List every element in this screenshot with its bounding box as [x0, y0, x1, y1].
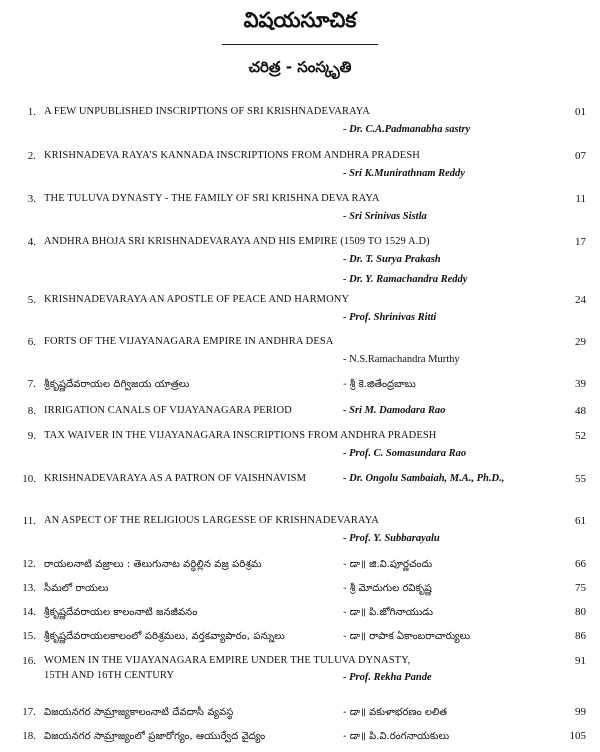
- entry-title: రాయలనాటి వజ్రాలు : తెలుగునాట వర్ధిల్లిన వజ్ర పరిశ్రమ: [44, 559, 262, 570]
- entry-author: - Prof. Y. Subbarayalu: [343, 533, 440, 544]
- entry-author: - శ్రీ మోదుగుల రవికృష్ణ: [343, 583, 432, 594]
- entry-page: 99: [575, 706, 586, 718]
- entry-author: - Dr. C.A.Padmanabha sastry: [343, 124, 471, 135]
- entry-page: 24: [575, 294, 586, 306]
- entry-author: - Sri Srinivas Sistla: [343, 211, 427, 222]
- entry-title: KRISHNADEVARAYA AN APOSTLE OF PEACE AND HARMONY: [44, 294, 350, 305]
- entry-number: 5.: [27, 294, 36, 306]
- entry-title-line2: 15TH AND 16TH CENTURY: [44, 670, 175, 681]
- entry-author: - Prof. Rekha Pande: [343, 672, 432, 683]
- entry-author: - N.S.Ramachandra Murthy: [343, 354, 460, 365]
- entry-number: 18.: [22, 730, 36, 742]
- entry-author: - శ్రీ కె.జితేంద్రబాబు: [343, 379, 416, 390]
- entry-page: 75: [575, 582, 586, 594]
- entry-author: - డా॥ రాపాక ఏకాంబరాచార్యులు: [343, 631, 471, 642]
- entry-number: 10.: [22, 473, 36, 485]
- entry-page: 52: [575, 430, 586, 442]
- entry-author: - డా॥ వకుళాభరణం లలిత: [343, 707, 448, 718]
- entry-title: AN ASPECT OF THE RELIGIOUS LARGESSE OF KRISHNADEVARAYA: [44, 515, 379, 526]
- entry-author: - డా॥ పి.వి.రంగనాయకులు: [343, 731, 450, 742]
- entry-number: 1.: [27, 106, 36, 118]
- entry-page: 39: [575, 378, 586, 390]
- entry-title: శ్రీకృష్ణదేవరాయల దిగ్విజయ యాత్రలు: [44, 379, 190, 390]
- entry-page: 80: [575, 606, 586, 618]
- entry-title: విజయనగర సామ్రాజ్యంలో ప్రజారోగ్యం, ఆయుర్వేద వైద్యం: [44, 731, 266, 742]
- entry-title: శ్రీకృష్ణదేవరాయలకాలంలో పరిశ్రమలు, వర్తకవ్యాపారం, పన్నులు: [44, 631, 285, 642]
- entry-title: WOMEN IN THE VIJAYANAGARA EMPIRE UNDER THE TULUVA DYNASTY,: [44, 655, 411, 666]
- entry-author: - Dr. Ongolu Sambaiah, M.A., Ph.D.,: [343, 473, 505, 484]
- entry-number: 4.: [27, 236, 36, 248]
- entry-author: - డా॥ పి.జోగినాయుడు: [343, 607, 434, 618]
- entry-number: 12.: [22, 558, 36, 570]
- entry-author: - Dr. Y. Ramachandra Reddy: [343, 274, 468, 285]
- entry-title: విజయనగర సామ్రాజ్యకాలంనాటి దేవదాసీ వ్యవస్థ: [44, 707, 234, 718]
- entry-author: - Sri K.Munirathnam Reddy: [343, 168, 465, 179]
- entry-number: 11.: [22, 515, 36, 527]
- entry-author: - Prof. C. Somasundara Rao: [343, 448, 467, 459]
- entry-page: 61: [575, 515, 586, 527]
- section-subtitle: చరిత్ర - సంస్కృతి: [248, 58, 352, 76]
- entry-number: 17.: [22, 706, 36, 718]
- entry-page: 55: [575, 473, 586, 485]
- entry-title: KRISHNADEVARAYA AS A PATRON OF VAISHNAVISM: [44, 473, 307, 484]
- entry-title: A FEW UNPUBLISHED INSCRIPTIONS OF SRI KRISHNADEVARAYA: [44, 106, 370, 117]
- entry-title: KRISHNADEVA RAYA'S KANNADA INSCRIPTIONS FROM ANDHRA PRADESH: [44, 150, 420, 161]
- entry-number: 14.: [22, 606, 36, 618]
- entry-number: 3.: [27, 193, 36, 205]
- entry-page: 01: [575, 106, 586, 118]
- entry-number: 16.: [22, 655, 36, 667]
- page-title: విషయసూచిక: [243, 8, 357, 32]
- entry-page: 11: [575, 193, 586, 205]
- entry-title: ANDHRA BHOJA SRI KRISHNADEVARAYA AND HIS EMPIRE (1509 TO 1529 A.D): [44, 236, 430, 247]
- entry-number: 15.: [22, 630, 36, 642]
- entry-title: IRRIGATION CANALS OF VIJAYANAGARA PERIOD: [44, 405, 292, 416]
- entry-page: 29: [575, 336, 586, 348]
- entry-title: TAX WAIVER IN THE VIJAYANAGARA INSCRIPTIONS FROM ANDHRA PRADESH: [44, 430, 437, 441]
- entry-author: - Prof. Shrinivas Ritti: [343, 312, 437, 323]
- entry-number: 8.: [27, 405, 36, 417]
- entry-page: 105: [569, 730, 586, 742]
- entry-title: శ్రీకృష్ణదేవరాయల కాలంనాటి జనజీవనం: [44, 607, 198, 618]
- entry-page: 86: [575, 630, 586, 642]
- entry-author: - Dr. T. Surya Prakash: [343, 254, 441, 265]
- entry-number: 13.: [22, 582, 36, 594]
- entry-author: - డా॥ జి.వి.పూర్ణచందు: [343, 559, 433, 570]
- entry-page: 07: [575, 150, 586, 162]
- entry-author: - Sri M. Damodara Rao: [343, 405, 446, 416]
- entry-title: THE TULUVA DYNASTY - THE FAMILY OF SRI KRISHNA DEVA RAYA: [44, 193, 380, 204]
- entry-title: సీమలో రాయలు: [44, 583, 109, 594]
- entry-page: 17: [575, 236, 586, 248]
- entry-number: 6.: [27, 336, 36, 348]
- title-divider: [222, 44, 378, 45]
- entry-page: 48: [575, 405, 586, 417]
- entry-number: 9.: [27, 430, 36, 442]
- entry-page: 91: [575, 655, 586, 667]
- entry-title: FORTS OF THE VIJAYANAGARA EMPIRE IN ANDHRA DESA: [44, 336, 334, 347]
- entry-number: 7.: [27, 378, 36, 390]
- entry-number: 2.: [27, 150, 36, 162]
- entry-page: 66: [575, 558, 586, 570]
